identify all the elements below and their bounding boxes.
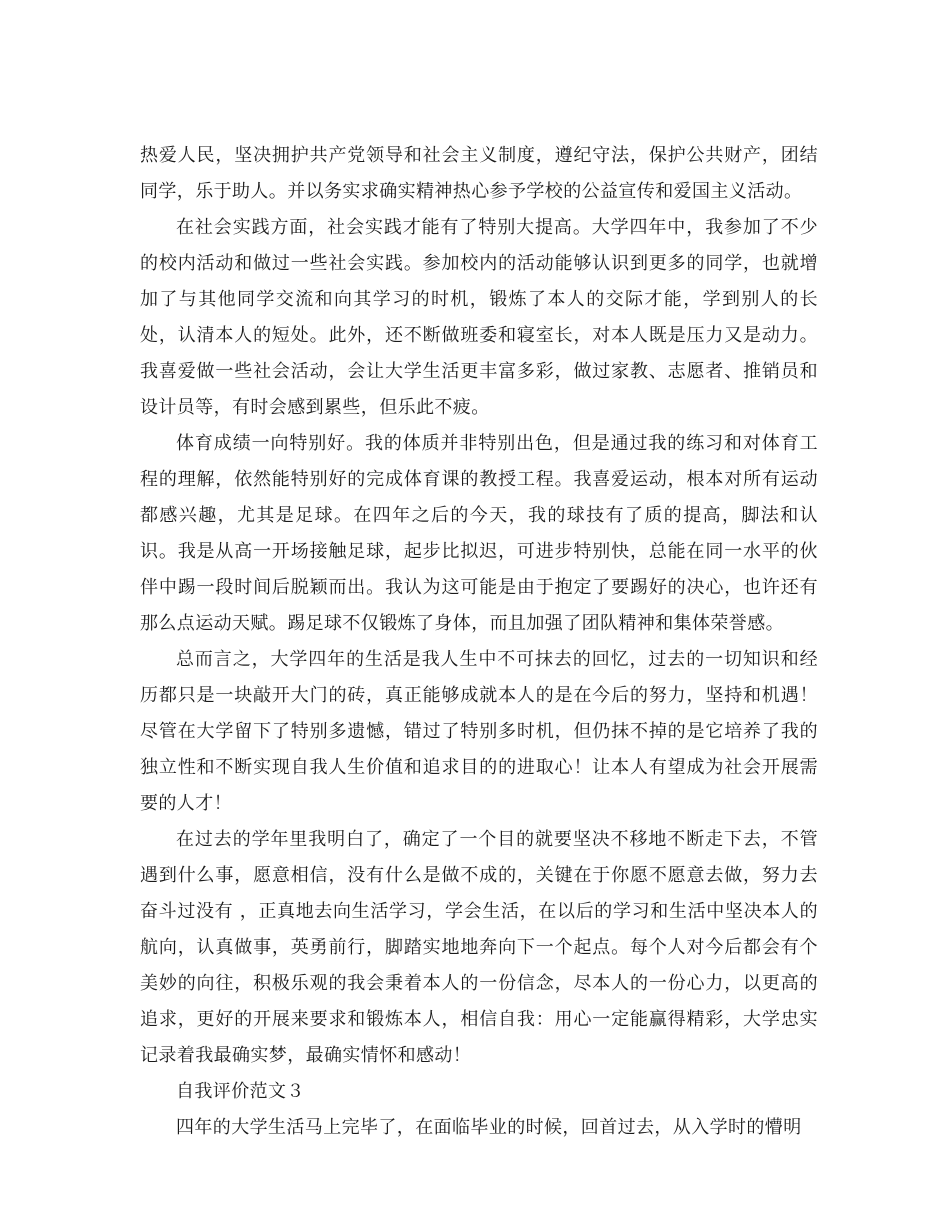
section-heading: 自我评价范文３: [176, 1081, 305, 1102]
paragraph-1: 热爱人民，坚决拥护共产党领导和社会主义制度，遵纪守法，保护公共财产，团结同学，乐于助人。并以务实求确实精神热心参予学校的公益宣传和爱国主义活动。: [140, 145, 818, 202]
paragraph-4: 总而言之，大学四年的生活是我人生中不可抹去的回忆，过去的一切知识和经历都只是一块敲开大门的砖，真正能够成就本人的是在今后的努力，坚持和机遇！尽管在大学留下了特别多遗憾，错过了特别多时机，但仍抹不掉的是它培养了我的独立性和不断实现自我人生价值和追求目的的进取心！让本人有望成为社会开展需要的人才！: [140, 649, 818, 814]
paragraph-6: 四年的大学生活马上完毕了，在面临毕业的时候，回首过去，从入学时的懵明: [176, 1117, 802, 1138]
document-body: [140, 138, 818, 1146]
paragraph-2: 在社会实践方面，社会实践才能有了特别大提高。大学四年中，我参加了不少的校内活动和做过一些社会实践。参加校内的活动能够认识到更多的同学，也就增加了与其他同学交流和向其学习的时机，锻炼了本人的交际才能，学到别人的长处，认清本人的短处。此外，还不断做班委和寝室长，对本人既是压力又是动力。我喜爱做一些社会活动，会让大学生活更丰富多彩，做过家教、志愿者、推销员和设计员等，有时会感到累些，但乐此不疲。: [140, 217, 818, 418]
paragraph-3: 体育成绩一向特别好。我的体质并非特别出色，但是通过我的练习和对体育工程的理解，依然能特别好的完成体育课的教授工程。我喜爱运动，根本对所有运动都感兴趣，尤其是足球。在四年之后的今天，我的球技有了质的提高，脚法和认识。我是从高一开场接触足球，起步比拟迟，可进步特别快，总能在同一水平的伙伴中踢一段时间后脱颖而出。我认为这可能是由于抱定了要踢好的决心，也许还有那么点运动天赋。踢足球不仅锻炼了身体，而且加强了团队精神和集体荣誉感。: [140, 433, 818, 634]
paragraph-5: 在过去的学年里我明白了，确定了一个目的就要坚决不移地不断走下去，不管遇到什么事，愿意相信，没有什么是做不成的，关键在于你愿不愿意去做，努力去奋斗过没有 ，正真地去向生活学习，学会生活，在以后的学习和生活中坚决本人的航向，认真做事，英勇前行，脚踏实地地奔向下一个起点。每个人对今后都会有个美妙的向往，积极乐观的我会秉着本人的一份信念，尽本人的一份心力，以更高的追求，更好的开展来要求和锻炼本人，相信自我：用心一定能赢得精彩，大学忠实记录着我最确实梦，最确实情怀和感动！: [140, 829, 818, 1066]
